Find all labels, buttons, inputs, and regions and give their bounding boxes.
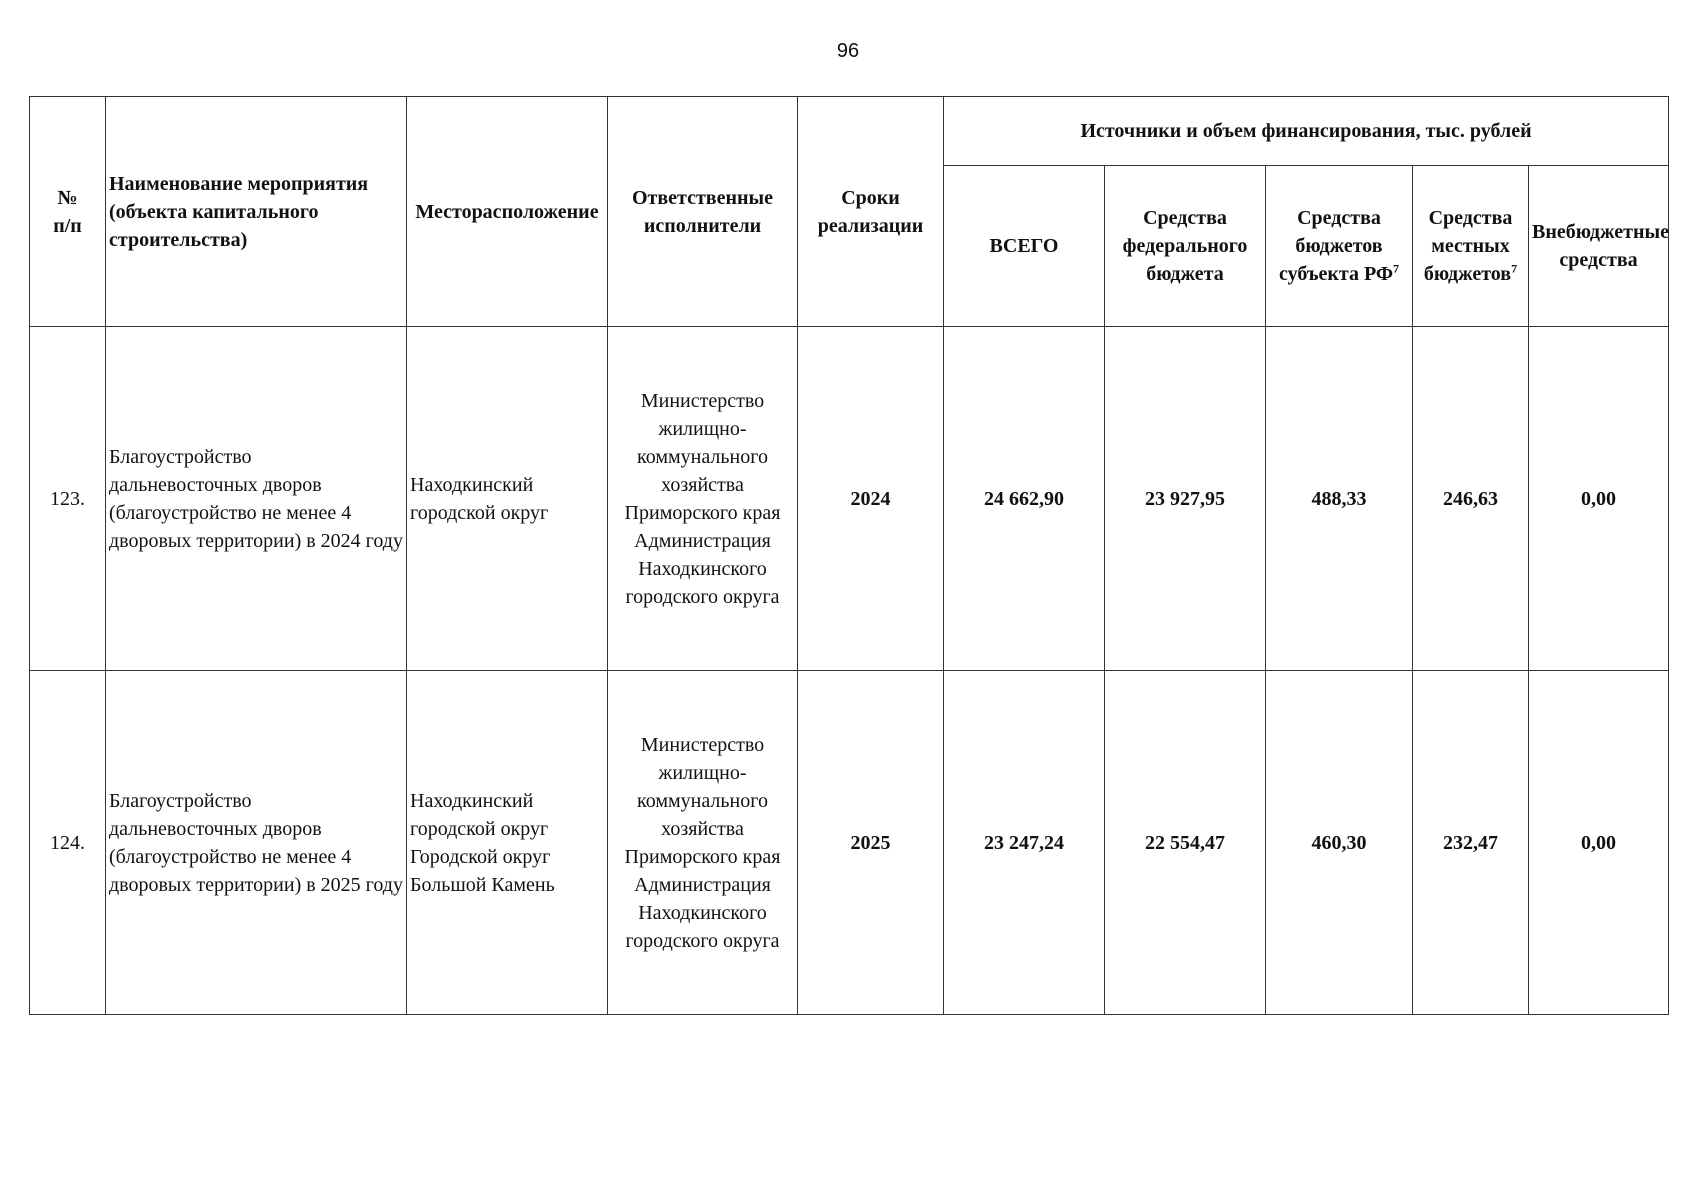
- header-responsible: Ответственные исполнители: [608, 97, 798, 327]
- table-row: [30, 671, 1669, 1015]
- financing-table: [29, 96, 1669, 1015]
- cell-subject: 488,33: [1266, 327, 1413, 671]
- cell-total: 24 662,90: [944, 327, 1105, 671]
- cell-subject: 460,30: [1266, 671, 1413, 1015]
- header-period: Сроки реализации: [798, 97, 944, 327]
- cell-responsible: Министерство жилищно- коммунального хозяйства Приморского края Администрация Находкинского городского округа: [608, 671, 798, 1015]
- cell-extra: 0,00: [1529, 671, 1669, 1015]
- cell-federal: 23 927,95: [1105, 327, 1266, 671]
- header-extra: Внебюджетные средства: [1529, 166, 1669, 327]
- cell-period: 2025: [798, 671, 944, 1015]
- footnote-mark: 7: [1393, 261, 1400, 276]
- cell-total: 23 247,24: [944, 671, 1105, 1015]
- header-federal: Средства федерального бюджета: [1105, 166, 1266, 327]
- cell-extra: 0,00: [1529, 327, 1669, 671]
- cell-federal: 22 554,47: [1105, 671, 1266, 1015]
- page-number: 96: [836, 40, 860, 62]
- cell-local: 246,63: [1413, 327, 1529, 671]
- cell-name: Благоустройство дальневосточных дворов (благоустройство не менее 4 дворовых территории) в 2025 году: [106, 671, 407, 1015]
- header-funding-group: Источники и объем финансирования, тыс. рублей: [944, 97, 1669, 166]
- cell-responsible: Министерство жилищно- коммунального хозяйства Приморского края Администрация Находкинского городского округа: [608, 327, 798, 671]
- header-location: Месторасположение: [407, 97, 608, 327]
- table-row: [30, 327, 1669, 671]
- cell-local: 232,47: [1413, 671, 1529, 1015]
- header-local: Средства местных бюджетов$^7$: [1413, 166, 1529, 327]
- cell-location: Находкинский городской округ Городской округ Большой Камень: [407, 671, 608, 1015]
- cell-num: 124.: [30, 671, 106, 1015]
- footnote-mark: 7: [1511, 261, 1518, 276]
- header-num: № п/п: [30, 97, 106, 327]
- header-subject: Средства бюджетов субъекта $РФ^7$: [1266, 166, 1413, 327]
- header-name: Наименование мероприятия (объекта капитального строительства): [106, 97, 407, 327]
- cell-num: 123.: [30, 327, 106, 671]
- cell-location: Находкинский городской округ: [407, 327, 608, 671]
- cell-name: Благоустройство дальневосточных дворов (благоустройство не менее 4 дворовых территории) в 2024 году: [106, 327, 407, 671]
- header-total: ВСЕГО: [944, 166, 1105, 327]
- cell-period: 2024: [798, 327, 944, 671]
